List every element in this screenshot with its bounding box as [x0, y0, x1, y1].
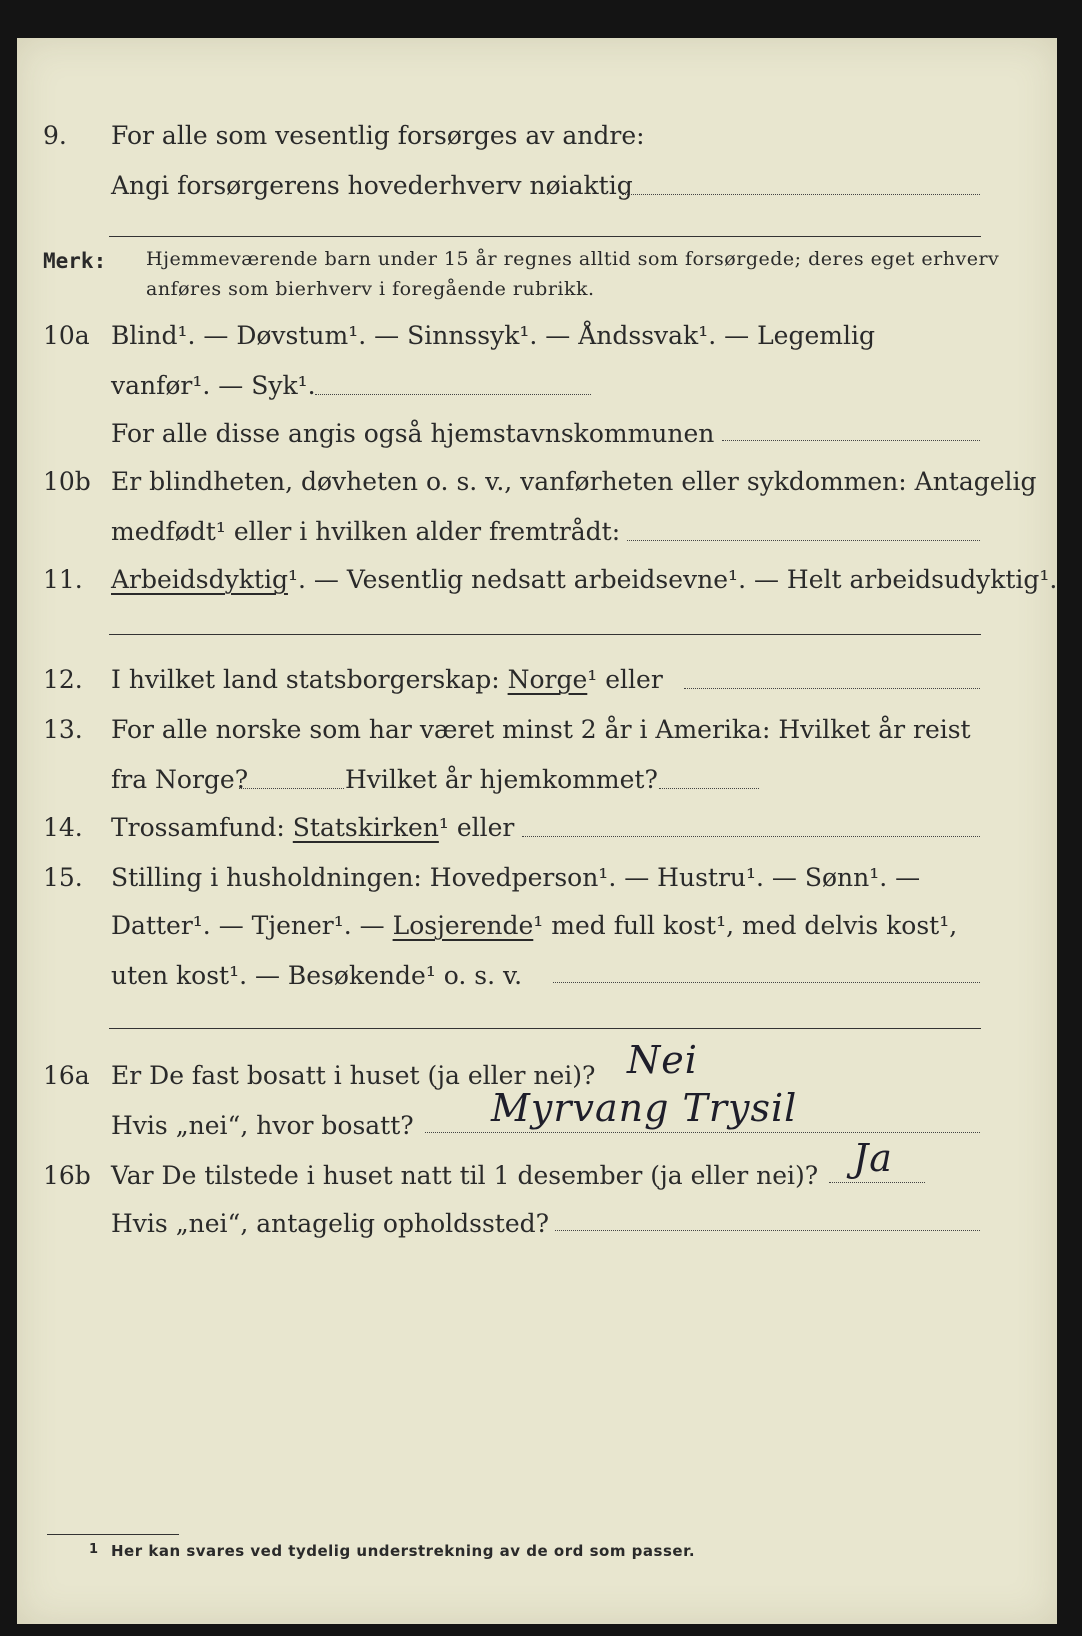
question-number: 10b: [43, 467, 91, 496]
answer-dotted-line[interactable]: [555, 1230, 980, 1231]
question-text: Hvis „nei“, hvor bosatt?: [111, 1111, 414, 1140]
question-text-rest: ¹ med full kost¹, med delvis kost¹,: [533, 911, 958, 940]
question-15-line-1: [17, 858, 1057, 898]
answer-dotted-line[interactable]: [722, 440, 980, 441]
answer-dotted-line[interactable]: [622, 194, 980, 195]
question-text-start: I hvilket land statsborgerskap:: [111, 665, 508, 694]
answer-rule: [109, 1028, 981, 1029]
footnote-marker: 1: [89, 1542, 99, 1557]
handwritten-answer-residence: Myrvang Trysil: [491, 1086, 798, 1130]
underlined-answer: Norge: [507, 665, 588, 694]
question-10b-line-1: [17, 462, 1057, 502]
handwritten-answer-ja: Ja: [853, 1136, 893, 1180]
question-text: Stilling i husholdningen: Hovedperson¹. — Hustru¹. — Sønn¹. —: [111, 863, 921, 892]
census-form-page: [17, 38, 1057, 1624]
merk-text-line-1: Hjemmeværende barn under 15 år regnes alltid som forsørgede; deres eget erhverv: [146, 248, 1000, 270]
question-12: [17, 660, 1057, 700]
question-text-rest: ¹ eller: [587, 665, 663, 694]
question-text: Hvis „nei“, antagelig opholdssted?: [111, 1209, 550, 1238]
answer-dotted-line[interactable]: [425, 1132, 980, 1133]
question-10a-line-1: [17, 316, 1057, 356]
question-number: 16b: [43, 1161, 91, 1190]
answer-dotted-line[interactable]: [315, 394, 591, 395]
question-10b-line-2: [17, 512, 1057, 552]
question-text-rest: ¹. — Vesentlig nedsatt arbeidsevne¹. — Helt arbeidsudyktig¹.: [287, 565, 1058, 594]
question-9-line-2: [17, 166, 1057, 206]
question-text: medfødt¹ eller i hvilken alder fremtrådt:: [111, 517, 621, 546]
question-11: [17, 560, 1057, 600]
question-text: vanfør¹. — Syk¹.: [111, 371, 316, 400]
question-text: For alle som vesentlig forsørges av andre:: [111, 121, 645, 150]
question-text: For alle norske som har været minst 2 år i Amerika: Hvilket år reist: [111, 715, 971, 744]
question-text: [111, 906, 957, 946]
question-text-start: Trossamfund:: [111, 813, 293, 842]
question-15-line-3: [17, 956, 1057, 996]
question-9-line-1: [17, 116, 1057, 156]
question-text: Blind¹. — Døvstum¹. — Sinnssyk¹. — Åndssvak¹. — Legemlig: [111, 321, 875, 350]
question-16b-line-2: [17, 1204, 1057, 1244]
answer-dotted-line[interactable]: [829, 1182, 925, 1183]
answer-dotted-line[interactable]: [553, 982, 980, 983]
question-13-line-2: [17, 760, 1057, 800]
underlined-answer: Losjerende: [392, 911, 534, 940]
merk-text-line-2: anføres som bierhverv i foregående rubrikk.: [146, 278, 595, 300]
merk-label: Merk:: [43, 249, 107, 273]
question-15-line-2: [17, 906, 1057, 946]
handwritten-answer-nei: Nei: [627, 1038, 698, 1082]
question-10a-line-3: [17, 414, 1057, 454]
question-text-start: Datter¹. — Tjener¹. —: [111, 911, 393, 940]
question-text: Hvilket år hjemkommet?: [345, 765, 658, 794]
answer-dotted-line[interactable]: [522, 836, 980, 837]
question-text: Er De fast bosatt i huset (ja eller nei)?: [111, 1061, 596, 1090]
question-16b-line-1: [17, 1156, 1057, 1196]
answer-dotted-line[interactable]: [659, 788, 759, 789]
question-text: [111, 560, 1057, 600]
question-10a-line-2: [17, 366, 1057, 406]
question-text: fra Norge?: [111, 765, 249, 794]
question-number: 11.: [43, 565, 83, 594]
question-number: 10a: [43, 321, 90, 350]
answer-dotted-line[interactable]: [239, 788, 344, 789]
question-text: Er blindheten, døvheten o. s. v., vanførheten eller sykdommen: Antagelig: [111, 467, 1037, 496]
question-number: 12.: [43, 665, 83, 694]
question-number: 9.: [43, 121, 67, 150]
question-text: [111, 808, 514, 848]
question-number: 16a: [43, 1061, 90, 1090]
question-text: Var De tilstede i huset natt til 1 desember (ja eller nei)?: [111, 1161, 819, 1190]
answer-rule: [109, 634, 981, 635]
underlined-answer: Statskirken: [292, 813, 439, 842]
question-text: [111, 660, 663, 700]
question-text: For alle disse angis også hjemstavnskommunen: [111, 419, 715, 448]
question-14: [17, 808, 1057, 848]
underlined-answer: Arbeidsdyktig: [111, 565, 288, 594]
answer-dotted-line[interactable]: [684, 688, 980, 689]
answer-dotted-line[interactable]: [627, 540, 980, 541]
question-text: uten kost¹. — Besøkende¹ o. s. v.: [111, 961, 523, 990]
question-number: 14.: [43, 813, 83, 842]
footnote-text: Her kan svares ved tydelig understrekning av de ord som passer.: [111, 1542, 696, 1560]
footnote-rule: [47, 1534, 179, 1535]
question-number: 13.: [43, 715, 83, 744]
question-text-rest: ¹ eller: [438, 813, 515, 842]
answer-rule: [109, 236, 981, 237]
question-number: 15.: [43, 863, 83, 892]
question-13-line-1: [17, 710, 1057, 750]
question-text: Angi forsørgerens hovederhverv nøiaktig: [111, 171, 633, 200]
